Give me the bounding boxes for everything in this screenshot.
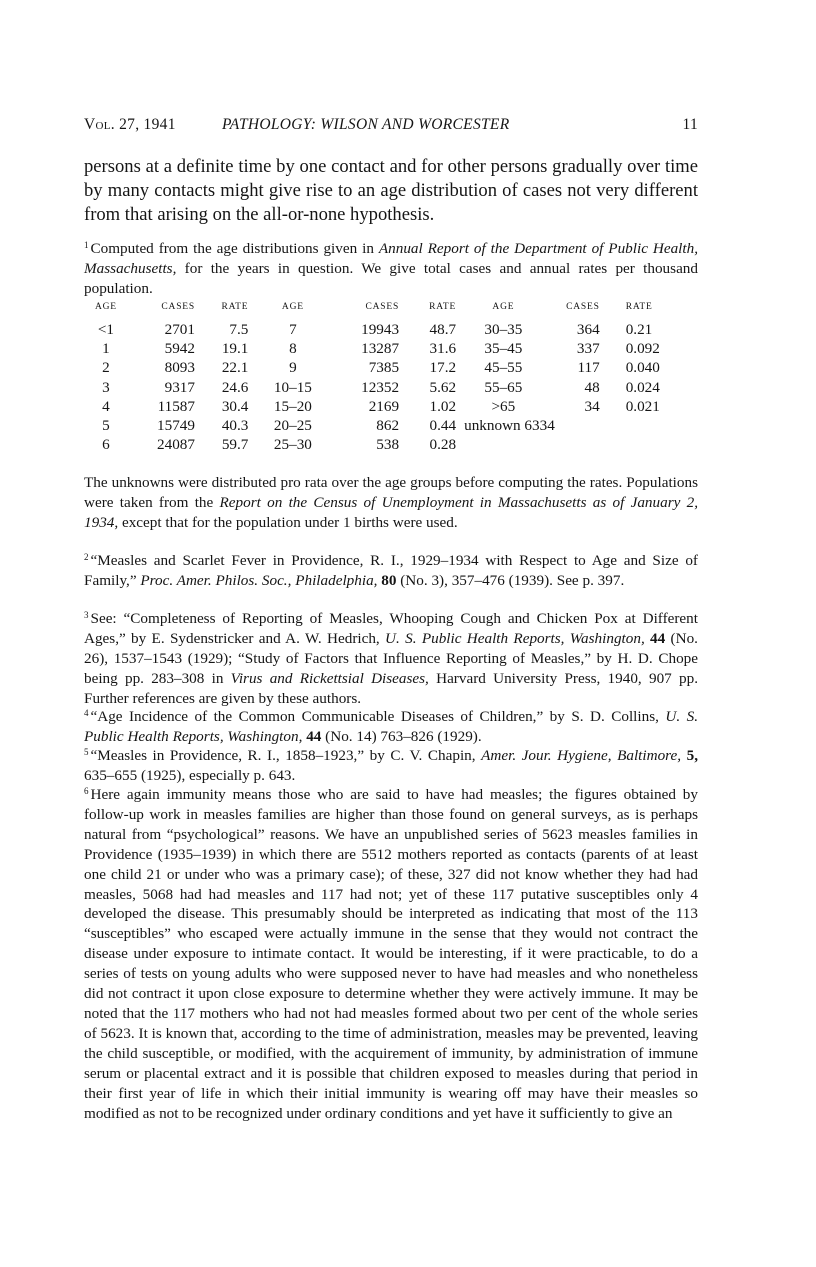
table-row: 5 15749 40.3 20–25 862 0.44 unknown 6334 xyxy=(102,417,555,435)
table-row: 1 5942 19.1 8 13287 31.6 35–45 337 0.092 xyxy=(102,339,660,357)
table-row: <1 2701 7.5 7 19943 48.7 30–35 364 0.21 xyxy=(97,320,653,338)
footnote-6: $^6$ Here again immunity means those who are said to have had measles; the figures obtained by follow-up work in measles families are higher than those found on general surveys, as is perhaps natural from “psychological” reasons. We have an unpublished series of 5623 measles families in Providence (1935–1939) in which there are 5512 mothers reported as contacts (parents of at least one child 21 or under who was a primary case); of these, 327 did not know whether they had had measles, 5068 had had measles and 117 had not; yet of these 117 putative susceptibles only 4 developed the disease. This presumably should be interpreted as indicating that most of the 113 “susceptibles” who escaped were actually immune in the sense that they would not contract the disease under exposure to intimate contact. It would be interesting, if it were practicable, to do a series of tests on young adults who were supposed never to have had measles and who nonetheless did not contract it upon close exposure to determine whether they were actively immune. It may be noted that the 117 mothers who had not had measles formed about two per cent of the whole series of 5623. It is known that, according to the time of administration, measles may be prevented, leaving the child susceptible, or modified, with the acquirement of immunity, by administration of immune serum or placental extract and it is possible that children exposed to measles during that period in their first year of life in which their initial immunity is wearing off may have their measles so modified as not to be recognized under ordinary conditions and yet have it sufficiently to give an xyxy=(84,786,698,1122)
age-cases-rate-table xyxy=(84,300,698,455)
volume-label: Vol. 27, 1941 xyxy=(84,116,176,133)
col-header: CASES xyxy=(365,302,400,312)
body-paragraph: persons at a definite time by one contact and for other persons gradually over time by many contacts might give rise to an age distribution of cases not very different from that arising on the all-or-none hypothesis. xyxy=(84,156,698,225)
footnote-3: $^3$ See: “Completeness of Reporting of Measles, Whooping Cough and Chicken Pox at Different Ages,” by E. Sydenstricker and A. W. Hedrich, U. S. Public Health Reports, Washington, 44 (No. 26), 1537–1543 (1929); “Study of Factors that Influence Reporting of Measles,” by H. D. Chope being pp. 283–308 in Virus and Rickettsial Diseases, Harvard University Press, 1940, 907 pp. Further references are given by these authors. xyxy=(84,610,698,707)
footnote-marker: 3 xyxy=(84,610,89,620)
table-row: 6 24087 59.7 25–30 538 0.28 xyxy=(102,436,457,454)
col-header: CASES xyxy=(566,302,600,312)
table-row: 4 11587 30.4 15–20 2169 1.02 >65 34 0.021 xyxy=(102,397,660,415)
footnote-marker: 2 xyxy=(84,552,89,562)
running-header xyxy=(84,116,698,136)
footnote-marker: 6 xyxy=(84,786,89,796)
table-header-row xyxy=(84,300,698,320)
col-header: AGE xyxy=(492,302,515,312)
footnote-1: $^1$ Computed from the age distributions given in Annual Report of the Department of Public Health, Massachusetts, for the years in question. We give total cases and annual rates per thousand population. xyxy=(84,240,698,297)
col-header: RATE xyxy=(429,302,457,312)
running-title: PATHOLOGY: WILSON AND WORCESTER xyxy=(222,116,510,133)
col-header: RATE xyxy=(625,302,653,312)
col-header: AGE xyxy=(281,302,304,312)
table-row: 2 8093 22.1 9 7385 17.2 45–55 117 0.040 xyxy=(102,359,660,377)
col-header: AGE xyxy=(94,302,117,312)
table-row: 3 9317 24.6 10–15 12352 5.62 55–65 48 0.024 xyxy=(102,378,660,396)
footnote-marker: 5 xyxy=(84,747,89,757)
page-number: 11 xyxy=(682,116,698,133)
footnote-5: $^5$ “Measles in Providence, R. I., 1858–1923,” by C. V. Chapin, Amer. Jour. Hygiene, Baltimore, 5, 635–655 (1925), especially p. 643. xyxy=(84,747,698,784)
footnote-4: $^4$ “Age Incidence of the Common Communicable Diseases of Children,” by S. D. Collins, U. S. Public Health Reports, Washington, 44 (No. 14) 763–826 (1929). xyxy=(84,708,699,745)
footnote-1-continued: The unknowns were distributed pro rata over the age groups before computing the rates. Populations were taken from the Report on the Census of Unemployment in Massachusetts as of January 2, 1934, except that for the population under 1 births were used. xyxy=(84,474,698,531)
col-header: RATE xyxy=(221,302,249,312)
footnote-marker: 1 xyxy=(84,240,89,250)
footnote-marker: 4 xyxy=(84,708,89,718)
body-text xyxy=(84,155,698,227)
footnote-2: $^2$ “Measles and Scarlet Fever in Providence, R. I., 1929–1934 with Respect to Age and Size of Family,” Proc. Amer. Philos. Soc., Philadelphia, 80 (No. 3), 357–476 (1939). See p. 397. xyxy=(84,552,698,589)
col-header: CASES xyxy=(161,302,195,312)
